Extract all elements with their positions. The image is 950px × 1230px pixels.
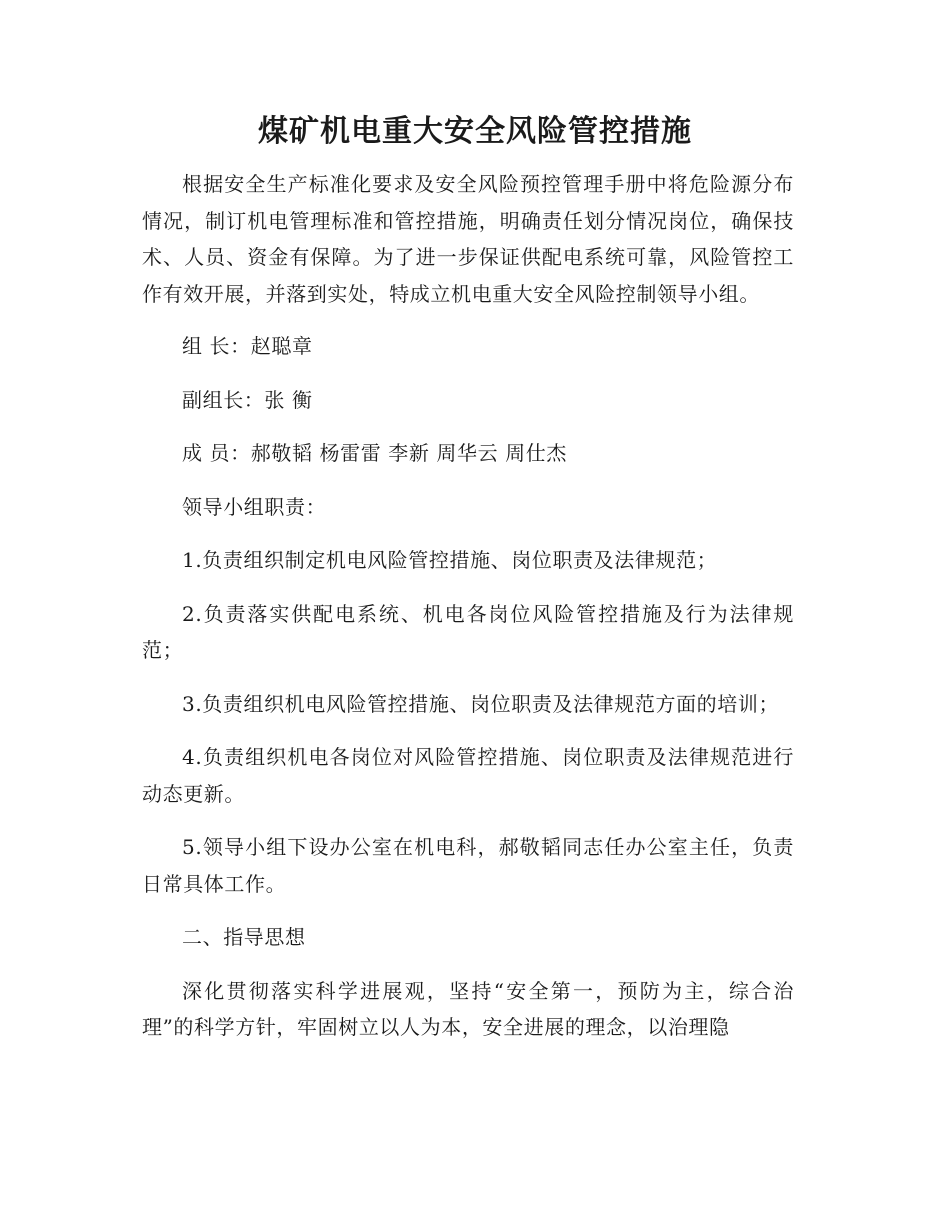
duty-item-3: 3.负责组织机电风险管控措施、岗位职责及法律规范方面的培训； bbox=[182, 691, 780, 716]
intro-paragraph: 根据安全生产标准化要求及安全风险预控管理手册中将危险源分布情况，制订机电管理标准和管控措施，明确责任划分情况岗位，确保技术、人员、资金有保障。为了进一步保证供配电系统可靠，风险管控工作有效开展，并落到实处，特成立机电重大安全风险控制领导小组。 bbox=[142, 172, 794, 306]
section-heading: 二、指导思想 bbox=[182, 925, 306, 949]
duty-item-2: 2.负责落实供配电系统、机电各岗位风险管控措施及行为法律规范； bbox=[142, 601, 794, 662]
deputy-leader-line: 副组长：张 衡 bbox=[182, 387, 313, 412]
duty-item-5: 5.领导小组下设办公室在机电科，郝敬韬同志任办公室主任，负责日常具体工作。 bbox=[142, 835, 794, 896]
document-title: 煤矿机电重大安全风险管控措施 bbox=[258, 114, 692, 149]
duty-item-4: 4.负责组织机电各岗位对风险管控措施、岗位职责及法律规范进行动态更新。 bbox=[142, 745, 794, 806]
section-paragraph: 深化贯彻落实科学进展观，坚持“安全第一，预防为主，综合治理”的科学方针，牢固树立以人为本，安全进展的理念，以治理隐 bbox=[142, 978, 794, 1039]
duties-heading: 领导小组职责： bbox=[182, 494, 327, 519]
duty-item-1: 1.负责组织制定机电风险管控措施、岗位职责及法律规范； bbox=[182, 548, 718, 572]
document-body bbox=[142, 166, 794, 1046]
members-line: 成 员：郝敬韬 杨雷雷 李新 周华云 周仕杰 bbox=[182, 441, 567, 465]
leader-line: 组 长：赵聪章 bbox=[182, 334, 313, 358]
